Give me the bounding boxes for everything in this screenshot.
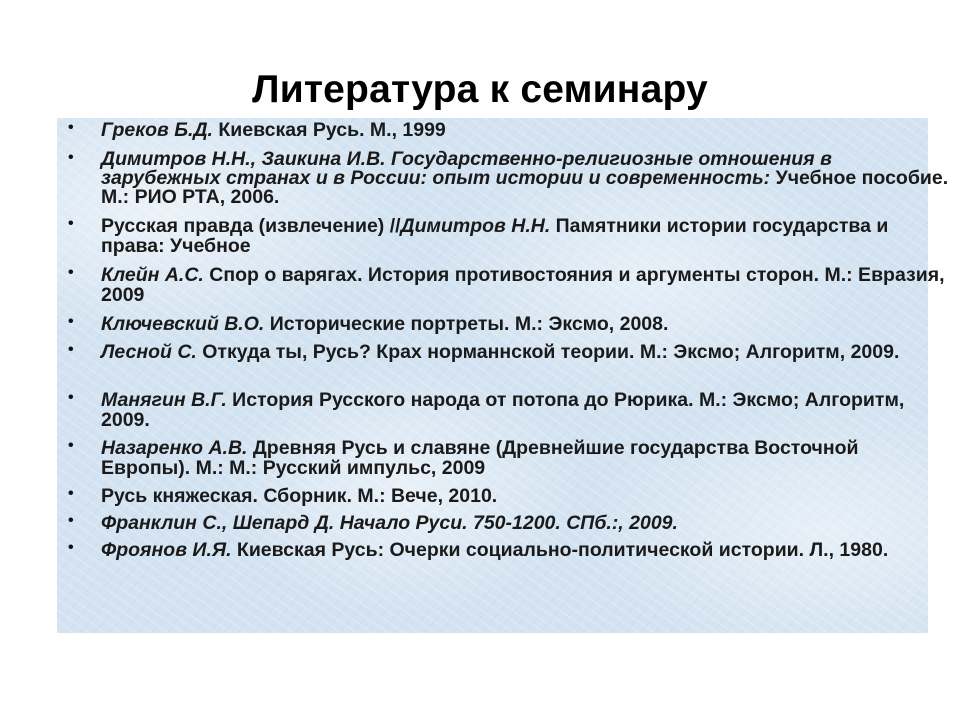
reference-item — [57, 150, 951, 207]
reference-text: Откуда ты, Русь? Крах норманнской теории. М.: Эксмо; Алгоритм, 2009. — [196, 341, 900, 363]
reference-author: Димитров Н.Н. — [400, 215, 551, 237]
bullet-icon: • — [68, 264, 74, 281]
reference-item — [57, 265, 951, 305]
reference-author: Ключевский В.О. — [101, 313, 265, 335]
reference-author: Фроянов И.Я. — [101, 539, 232, 561]
reference-text: Древняя Русь и славяне (Древнейшие государства Восточной Европы). М.: М.: Русский импульс, 2009 — [101, 437, 859, 479]
reference-author: Назаренко А.В. — [101, 437, 248, 459]
reference-text: Памятники истории государства и права: Учебное — [101, 215, 889, 257]
reference-author: Манягин В.Г. — [101, 389, 227, 411]
reference-item — [57, 216, 951, 256]
slide-title: Литература к семинару — [252, 68, 708, 111]
reference-item — [57, 120, 951, 140]
reference-item — [57, 486, 951, 506]
reference-text: Исторические портреты. М.: Эксмо, 2008. — [264, 313, 669, 335]
reference-prefix: Русская правда (извлечение) // — [101, 215, 401, 237]
reference-author: Лесной С. — [101, 341, 197, 363]
bullet-icon: • — [68, 119, 74, 136]
reference-item — [57, 314, 951, 334]
bullet-icon: • — [68, 313, 74, 330]
bullet-icon: • — [68, 512, 74, 529]
bullet-icon: • — [68, 149, 74, 166]
bullet-icon: • — [68, 437, 74, 454]
reference-text: Спор о варягах. История противостояния и аргументы сторон. М.: Евразия, 2009 — [101, 264, 945, 306]
bullet-icon: • — [68, 341, 74, 358]
reference-item — [57, 438, 951, 478]
bullet-icon: • — [68, 215, 74, 232]
reference-author: Греков Б.Д. — [101, 119, 213, 141]
reference-author: Димитров Н.Н., Заикина И.В. Государственно-религиозные отношения в зарубежных странах и в России: опыт истории и современность: — [101, 148, 832, 189]
reference-text: Русь княжеская. Сборник. М.: Вече, 2010. — [101, 485, 498, 507]
bullet-icon: • — [68, 389, 74, 406]
reference-item — [57, 513, 951, 533]
bullet-icon: • — [68, 485, 74, 502]
bullet-icon: • — [68, 539, 74, 556]
reference-item — [57, 390, 951, 430]
reference-item — [57, 342, 951, 362]
reference-text: Учебное пособие. М.: РИО РТА, 2006. — [101, 167, 949, 208]
reference-text: Киевская Русь. М., 1999 — [212, 119, 446, 141]
reference-text: Киевская Русь: Очерки социально-политической истории. Л., 1980. — [231, 539, 889, 561]
reference-text: История Русского народа от потопа до Рюрика. М.: Эксмо; Алгоритм, 2009. — [101, 389, 905, 431]
reference-author: Клейн А.С. — [101, 264, 204, 286]
reference-item — [57, 540, 951, 560]
reference-author: Франклин С., Шепард Д. Начало Руси. 750-1200. СПб.:, 2009. — [101, 512, 678, 534]
